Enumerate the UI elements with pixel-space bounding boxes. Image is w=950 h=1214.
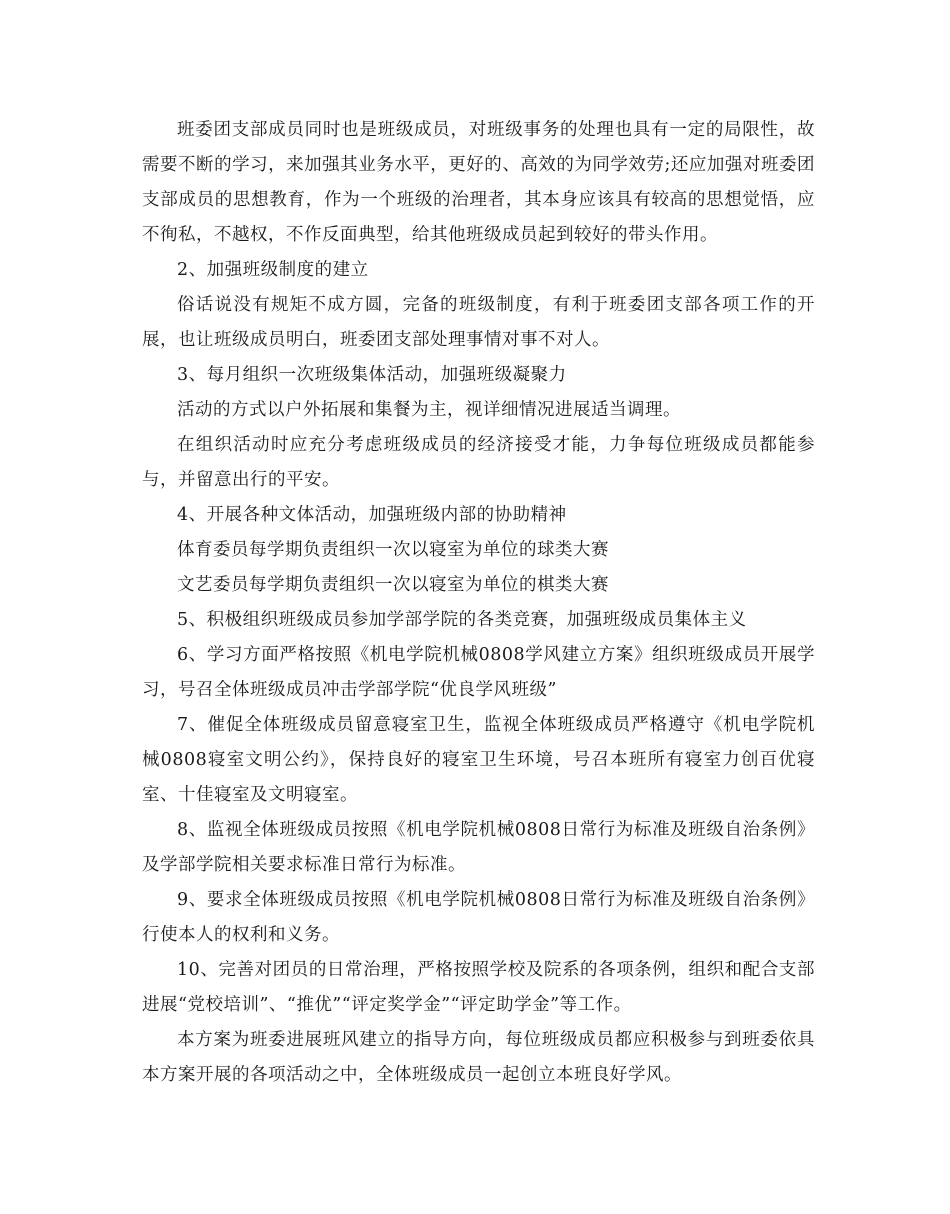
heading-item-5: 5、积极组织班级成员参加学部学院的各类竞赛，加强班级成员集体主义 [177,610,747,630]
paragraph-activity-method: 活动的方式以户外拓展和集餐为主，视详细情况进展适当调理。 [177,400,681,420]
paragraph-item-6: 6、学习方面严格按照《机电学院机械0808学风建立方案》组织班级成员开展学习，号召全体班级成员冲击学部学院“优良学风班级” [142,645,815,700]
paragraph-item-8: 8、监视全体班级成员按照《机电学院机械0808日常行为标准及班级自治条例》及学部学院相关要求标准日常行为标准。 [142,820,815,875]
paragraph-rules: 俗话说没有规矩不成方圆，完备的班级制度，有利于班委团支部各项工作的开展，也让班级成员明白，班委团支部处理事情对事不对人。 [142,295,815,350]
paragraph-item-7: 7、催促全体班级成员留意寝室卫生，监视全体班级成员严格遵守《机电学院机械0808寝室文明公约》，保持良好的寝室卫生环境，号召本班所有寝室力创百优寝室、十佳寝室及文明寝室。 [142,715,815,805]
heading-item-4: 4、开展各种文体活动，加强班级内部的协助精神 [177,505,567,525]
paragraph-arts: 文艺委员每学期负责组织一次以寝室为单位的棋类大赛 [177,575,609,595]
document-body [142,113,815,1093]
paragraph-item-10: 10、完善对团员的日常治理，严格按照学校及院系的各项条例，组织和配合支部进展“党校培训”、“推优”“评定奖学金”“评定助学金”等工作。 [142,960,815,1015]
paragraph-conclusion: 本方案为班委进展班风建立的指导方向，每位班级成员都应积极参与到班委依具本方案开展的各项活动之中，全体班级成员一起创立本班良好学风。 [142,1030,815,1085]
paragraph-activity-cost: 在组织活动时应充分考虑班级成员的经济接受才能，力争每位班级成员都能参与，并留意出行的平安。 [142,435,815,490]
heading-item-2: 2、加强班级制度的建立 [177,260,369,280]
heading-item-3: 3、每月组织一次班级集体活动，加强班级凝聚力 [177,365,567,385]
paragraph-sports: 体育委员每学期负责组织一次以寝室为单位的球类大赛 [177,540,609,560]
paragraph-item-9: 9、要求全体班级成员按照《机电学院机械0808日常行为标准及班级自治条例》行使本人的权利和义务。 [142,890,815,945]
paragraph-intro: 班委团支部成员同时也是班级成员，对班级事务的处理也具有一定的局限性，故需要不断的学习，来加强其业务水平，更好的、高效的为同学效劳;还应加强对班委团支部成员的思想教育，作为一个班级的治理者，其本身应该具有较高的思想觉悟，应不徇私，不越权，不作反面典型，给其他班级成员起到较好的带头作用。 [142,120,815,245]
